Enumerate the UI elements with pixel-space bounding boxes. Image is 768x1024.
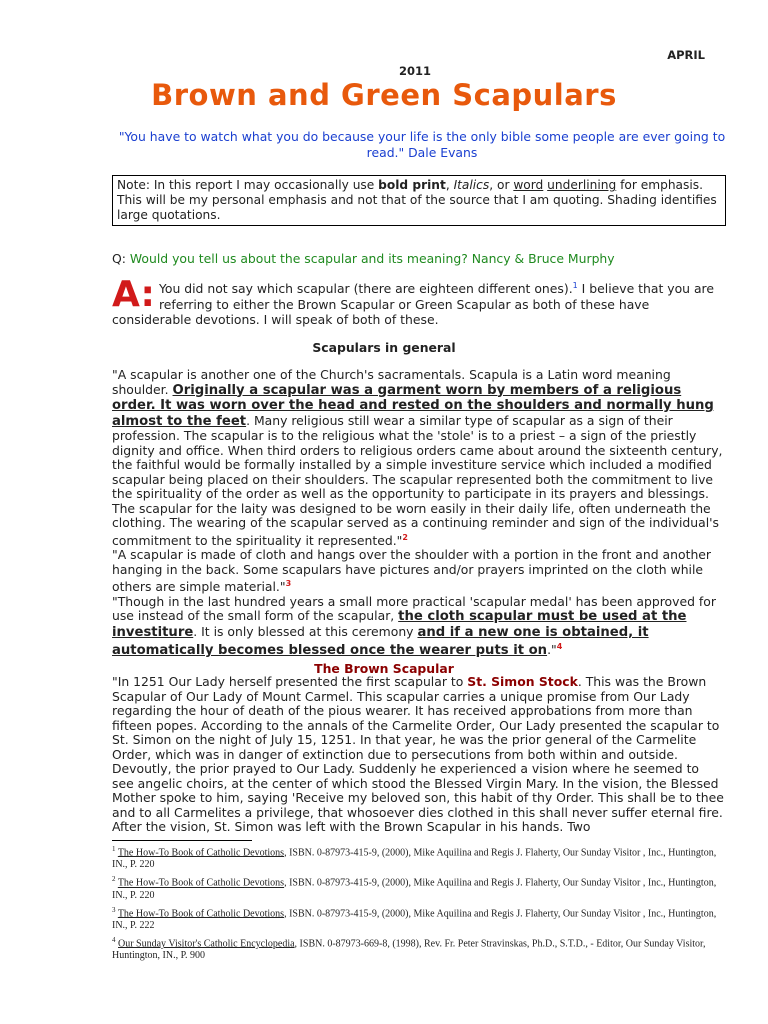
footnote-4-title: Our Sunday Visitor's Catholic Encyclopedia — [118, 938, 295, 950]
footnote-4 — [112, 934, 727, 962]
footnote-2-detail: , ISBN. 0-87973-415-9, (2000), Mike Aquilina and Regis J. Flaherty, Our Sunday Visitor , Inc., Huntington, IN., P. 220 — [112, 877, 717, 901]
note-italics: Italics — [453, 178, 490, 192]
footnote-3-detail: , ISBN. 0-87973-415-9, (2000), Mike Aquilina and Regis J. Flaherty, Our Sunday Visitor , Inc., Huntington, IN., P. 222 — [112, 907, 717, 931]
footnote-ref-2[interactable]: 2 — [402, 532, 408, 542]
footnote-2-number: 2 — [112, 875, 116, 884]
section-heading-general: Scapulars in general — [312, 340, 456, 355]
footnotes — [112, 843, 727, 964]
footnote-1 — [112, 843, 727, 871]
footnote-4-detail: , ISBN. 0-87973-669-8, (1998), Rev. Fr. Peter Stravinskas, Ph.D., S.T.D., - Editor, Our Sunday Visitor, Huntington, IN., P. 900 — [112, 938, 706, 962]
general-paragraph-3 — [112, 595, 724, 659]
section-heading-brown: The Brown Scapular — [314, 661, 454, 676]
note-text-3: , or — [489, 178, 514, 192]
answer-letter: A: — [112, 274, 155, 315]
footnote-1-title: The How-To Book of Catholic Devotions — [117, 847, 285, 859]
footnote-ref-1[interactable]: 1 — [572, 281, 578, 290]
brown-p1-text-c: . This was the Brown Scapular of Our Lady of Mount Carmel. This scapular carries a unique promise from Our Lady regarding the hour of death of the pious wearer. It has received approbations from more than fifteen popes. According to the annals of the Carmelite Order, Our Lady presented the scapular to St. Simon on the night of July 15, 1251. In that year, he was the prior general of the Carmelite Order, which was in danger of extinction due to persecutions from both within and outside. Devoutly, the prior prayed to Our Lady. Suddenly he experienced a vision where he seemed to see angelic choirs, at the center of which stood the Blessed Virgin Mary. In the vision, the Blessed Mother spoke to him, saying 'Receive my beloved son, this habit of thy Order. This shall be to thee and to all Carmelites a privilege, that whosoever dies clothed in this shall never suffer eternal fire. After the vision, St. Simon was left with the Brown Scapular in his hands. Two — [112, 675, 724, 834]
general-paragraph-2 — [112, 548, 724, 595]
note-word: word — [513, 178, 544, 192]
note-text-5: for emphasis. This will be my personal emphasis and not that of the source that I am quoting. Shading identifies large quotations. — [117, 178, 717, 222]
footnote-ref-4[interactable]: 4 — [556, 642, 563, 652]
general-p3-emphasis-1: the cloth scapular must be used at the investiture — [112, 609, 687, 640]
general-p1-text-c: . Many religious still wear a similar type of scapular as a sign of their profession. The scapular is to the religious what the 'stole' is to a priest – a sign of the priestly dignity and office. When third orders to religious orders came about around the sixteenth century, the faithful would be formally installed by a simple investiture service which included a modified scapular being placed on their shoulders. The scapular represented both the commitment to live the spirituality of the order as well as the opportunity to participate in its prayers and blessings. The scapular for the laity was designed to be worn easily in their daily life, often underneath the clothing. The wearing of the scapular served as a continuing reminder and sign of the individual's commitment to the spirituality it represented." — [112, 412, 723, 548]
note-text-1: Note: In this report I may occasionally use — [117, 178, 379, 192]
question — [112, 251, 615, 266]
date-year: 2011 — [399, 64, 432, 78]
general-p2-text: "A scapular is made of cloth and hangs over the shoulder with a portion in the front and another hanging in the back. Some scapulars have pictures and/or prayers imprinted on the cloth while others are simple material." — [112, 547, 712, 595]
brown-paragraph-1 — [112, 675, 724, 835]
note-box — [112, 175, 726, 226]
date-month: APRIL — [667, 48, 705, 62]
general-p3-text-e: ." — [547, 642, 557, 658]
footnote-1-detail: , ISBN. 0-87973-415-9, (2000), Mike Aquilina and Regis J. Flaherty, Our Sunday Visitor , Inc., Huntington, IN., P. 220 — [112, 847, 717, 871]
brown-p1-text-a: "In 1251 Our Lady herself presented the first scapular to — [112, 675, 468, 689]
note-underlining: underlining — [547, 178, 617, 192]
general-p3-text-c: . It is only blessed at this ceremony — [193, 623, 418, 639]
general-p1-text-a: "A scapular is another one of the Church's sacramentals. Scapula is a Latin word meaning shoulder. — [112, 367, 671, 397]
note-bold: bold print — [378, 178, 446, 192]
question-label: Q: — [112, 251, 130, 266]
general-section-body — [112, 368, 724, 659]
footnote-2-title: The How-To Book of Catholic Devotions — [117, 877, 285, 889]
footnote-3-number: 3 — [112, 905, 116, 914]
brown-p1-saint-name: St. Simon Stock — [467, 675, 578, 689]
page-title: Brown and Green Scapulars — [151, 78, 617, 112]
footnote-3 — [112, 904, 727, 932]
footnote-4-number: 4 — [112, 935, 116, 944]
answer-text-1: You did not say which scapular (there are eighteen different ones). — [158, 281, 573, 297]
footnote-3-title: The How-To Book of Catholic Devotions — [117, 907, 285, 919]
footnote-divider — [112, 840, 252, 841]
footnote-1-number: 1 — [112, 845, 116, 853]
note-text-2: , — [445, 178, 454, 192]
general-p3-text-a: "Though in the last hundred years a small more practical 'scapular medal' has been approved for use instead of the small form of the scapular, — [112, 593, 716, 624]
answer-text-2: I believe that you are referring to either the Brown Scapular or Green Scapular as both of these have considerable devotions. I will speak of both of these. — [112, 281, 715, 328]
general-p3-emphasis-2: and if a new one is obtained, it automatically becomes blessed once the wearer puts it on — [112, 624, 649, 659]
general-p1-emphasis: Originally a scapular was a garment worn by members of a religious order. It was worn over the head and rested on the shoulders and normally hung almost to the feet — [112, 382, 714, 429]
footnote-2 — [112, 873, 727, 901]
epigraph-quote: "You have to watch what you do because your life is the only bible some people are ever going to read." Dale Evans — [118, 129, 726, 160]
footnote-ref-3[interactable]: 3 — [285, 579, 292, 589]
brown-section-body — [112, 675, 724, 837]
general-paragraph-1 — [112, 368, 724, 548]
answer — [112, 274, 722, 328]
question-text: Would you tell us about the scapular and its meaning? Nancy & Bruce Murphy — [129, 251, 615, 266]
